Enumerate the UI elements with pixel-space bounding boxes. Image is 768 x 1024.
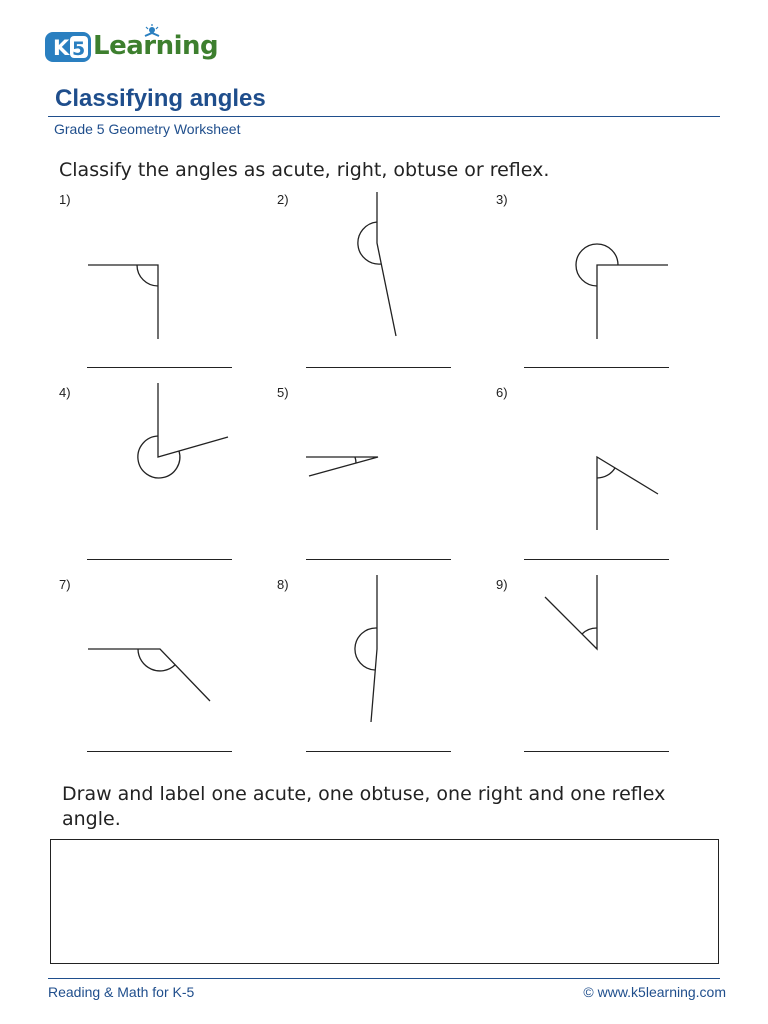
angle-diagram-1 [88,265,158,339]
answer-line-5[interactable] [306,559,451,560]
logo-wordmark: Learning [93,31,219,61]
answer-line-3[interactable] [524,367,669,368]
section2-instruction: Draw and label one acute, one obtuse, one right and one reflex angle. [62,783,666,830]
section1-instruction: Classify the angles as acute, right, obtuse or reflex. [59,159,550,181]
angle-diagram-6 [597,457,658,530]
answer-line-8[interactable] [306,751,451,752]
problem-number-7: 7) [59,577,71,592]
answer-line-6[interactable] [524,559,669,560]
footer-divider [48,978,720,979]
answer-line-4[interactable] [87,559,232,560]
problem-number-3: 3) [496,192,508,207]
svg-text:K: K [53,36,70,60]
angle-diagram-5 [306,457,378,476]
page-subtitle: Grade 5 Geometry Worksheet [54,121,241,137]
page-title: Classifying angles [55,85,266,112]
angle-diagram-2 [358,192,396,336]
footer-tagline: Reading & Math for K-5 [48,984,195,1000]
problem-number-5: 5) [277,385,289,400]
problem-number-6: 6) [496,385,508,400]
problem-number-9: 9) [496,577,508,592]
footer-website[interactable]: © www.k5learning.com [583,984,726,1000]
answer-line-1[interactable] [87,367,232,368]
drawing-area[interactable] [50,839,719,964]
problem-number-1: 1) [59,192,71,207]
problem-number-2: 2) [277,192,289,207]
problem-number-8: 8) [277,577,289,592]
angle-diagram-7 [88,649,210,701]
angle-diagram-8 [355,575,377,722]
angle-diagram-3 [576,244,668,339]
answer-line-9[interactable] [524,751,669,752]
answer-line-7[interactable] [87,751,232,752]
svg-text:5: 5 [72,38,86,60]
angle-diagram-9 [545,575,597,649]
answer-line-2[interactable] [306,367,451,368]
problem-number-4: 4) [59,385,71,400]
angle-diagram-4 [138,383,228,478]
